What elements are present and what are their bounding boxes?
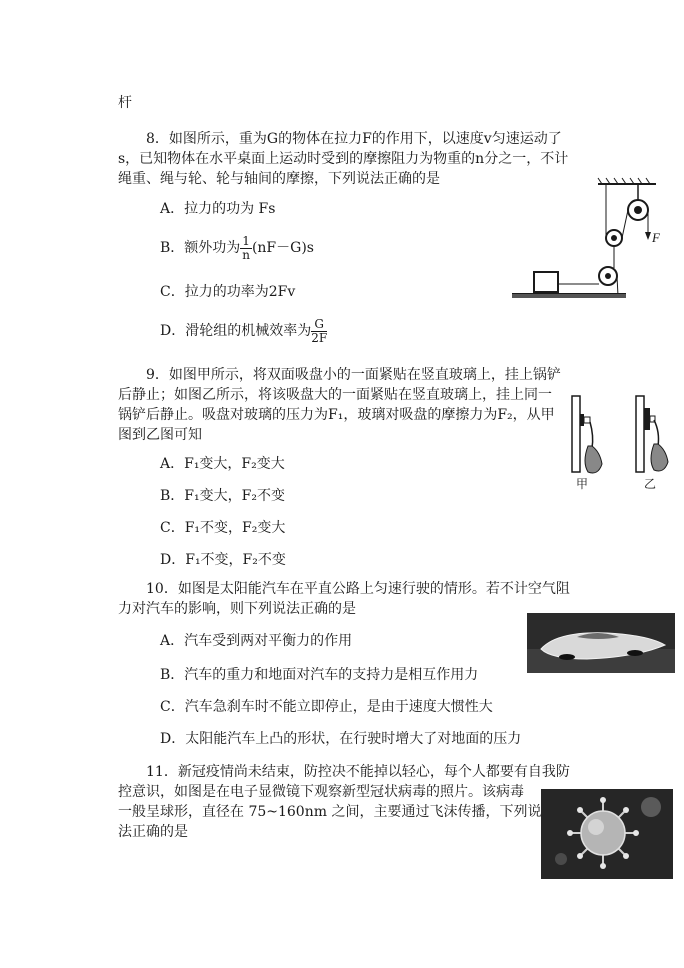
q9-option-b[interactable]: B．F₁变大，F₂不变 bbox=[160, 488, 285, 504]
q10-stem-line-2: 力对汽车的影响，则下列说法正确的是 bbox=[118, 601, 356, 617]
q9-suction-cup-figure bbox=[566, 392, 676, 492]
q8-option-c[interactable]: C．拉力的功率为2Fv bbox=[160, 284, 296, 300]
q9-option-c[interactable]: C．F₁不变，F₂变大 bbox=[160, 520, 286, 536]
q9-figure-label-jia: 甲 bbox=[576, 477, 589, 491]
solar-car-photo bbox=[527, 613, 675, 673]
q10-option-a[interactable]: A．汽车受到两对平衡力的作用 bbox=[160, 633, 353, 649]
q9-option-a[interactable]: A．F₁变大，F₂变大 bbox=[160, 456, 285, 472]
q10-stem-line-1: 10．如图是太阳能汽车在平直公路上匀速行驶的情形。若不计空气阻 bbox=[146, 581, 570, 597]
q8-option-d-prefix: D．滑轮组的机械效率为 bbox=[160, 323, 312, 339]
q8-option-b[interactable] bbox=[160, 233, 314, 263]
q11-stem-line-4: 法正确的是 bbox=[118, 824, 188, 840]
q8-option-b-suffix: (nF－G)s bbox=[251, 240, 314, 256]
q9-stem-line-2: 后静止；如图乙所示，将该吸盘大的一面紧贴在竖直玻璃上，挂上同一 bbox=[118, 387, 552, 403]
q9-option-d[interactable]: D．F₁不变，F₂不变 bbox=[160, 552, 286, 568]
q9-stem-line-3: 锅铲后静止。吸盘对玻璃的压力为F₁，玻璃对吸盘的摩擦力为F₂，从甲 bbox=[118, 407, 555, 423]
q8-pulley-figure bbox=[506, 176, 666, 306]
q8-option-b-prefix: B．额外功为 bbox=[160, 240, 241, 256]
q8-option-d[interactable] bbox=[160, 316, 327, 346]
q8-option-d-fraction bbox=[311, 318, 327, 345]
q8-option-a[interactable]: A．拉力的功为 Fs bbox=[160, 201, 276, 217]
q9-stem-line-4: 图到乙图可知 bbox=[118, 427, 202, 443]
previous-page-fragment: 杆 bbox=[118, 95, 132, 111]
q9-stem-line-1: 9．如图甲所示，将双面吸盘小的一面紧贴在竖直玻璃上，挂上锅铲 bbox=[146, 367, 561, 383]
q8-option-d-denominator: 2F bbox=[311, 330, 328, 345]
q8-option-b-numerator: 1 bbox=[242, 233, 250, 248]
q8-stem-line-1: 8．如图所示，重为G的物体在拉力F的作用下，以速度v匀速运动了 bbox=[146, 131, 562, 147]
coronavirus-micrograph bbox=[541, 789, 673, 879]
q8-option-d-numerator: G bbox=[311, 318, 327, 332]
q9-figure-label-yi: 乙 bbox=[644, 477, 657, 491]
q8-option-b-fraction bbox=[240, 235, 252, 262]
q10-option-d[interactable]: D．太阳能汽车上凸的形状，在行驶时增大了对地面的压力 bbox=[160, 731, 522, 747]
q10-option-c[interactable]: C．汽车急刹车时不能立即停止，是由于速度大惯性大 bbox=[160, 699, 493, 715]
q11-stem-line-1: 11．新冠疫情尚未结束，防控决不能掉以轻心，每个人都要有自我防 bbox=[146, 764, 570, 780]
q10-option-b[interactable]: B．汽车的重力和地面对汽车的支持力是相互作用力 bbox=[160, 667, 479, 683]
q11-stem-line-3: 一般呈球形，直径在 75~160nm 之间，主要通过飞沫传播，下列说 bbox=[118, 804, 542, 820]
q8-option-b-denominator: n bbox=[242, 247, 250, 262]
q11-stem-line-2: 控意识，如图是在电子显微镜下观察新型冠状病毒的照片。该病毒 bbox=[118, 784, 524, 800]
q8-force-label: F bbox=[652, 230, 660, 245]
q8-stem-line-2: s，已知物体在水平桌面上运动时受到的摩擦阻力为物重的n分之一，不计 bbox=[118, 151, 569, 167]
q8-stem-line-3: 绳重、绳与轮、轮与轴间的摩擦，下列说法正确的是 bbox=[118, 171, 440, 187]
